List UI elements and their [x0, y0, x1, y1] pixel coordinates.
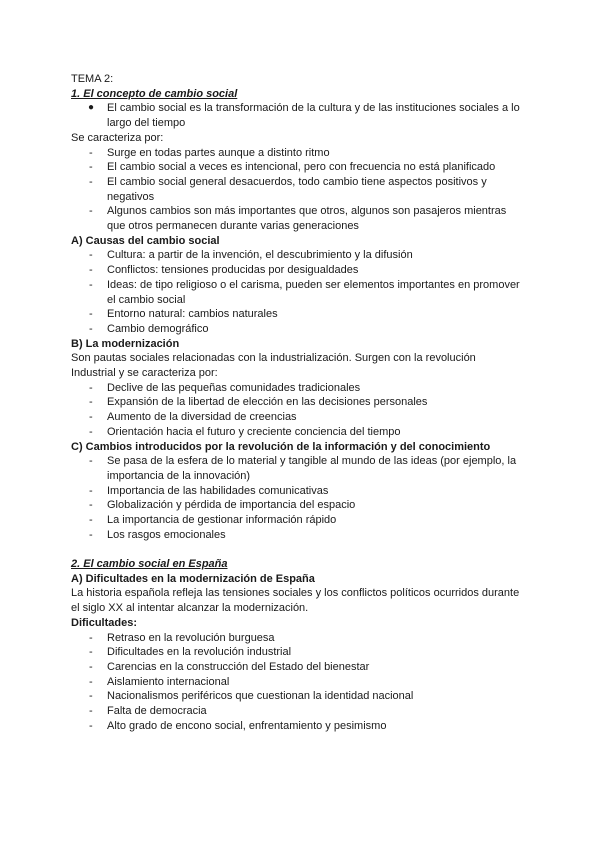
- dash-marker: -: [89, 264, 93, 277]
- dash-marker: -: [89, 690, 93, 703]
- modernization-list: [71, 381, 540, 440]
- list-item-text: que otros permanecen durante varias generaciones: [107, 220, 359, 233]
- subsection-c-title: C) Cambios introducidos por la revolución de la información y del conocimiento: [71, 440, 491, 453]
- list-item: [71, 425, 540, 440]
- list-item: [71, 513, 540, 528]
- dash-marker: -: [89, 425, 93, 438]
- list-item-text: Surge en todas partes aunque a distinto ritmo: [107, 146, 330, 159]
- list-item: [71, 146, 540, 161]
- dash-marker: -: [89, 514, 93, 527]
- list-item-text: Los rasgos emocionales: [107, 528, 226, 541]
- list-item: [71, 528, 540, 543]
- list-item-text: Carencias en la construcción del Estado del bienestar: [107, 660, 370, 673]
- subsection-b-title: B) La modernización: [71, 337, 180, 350]
- spain-paragraph: La historia española refleja las tensiones sociales y los conflictos políticos ocurridos durante: [71, 587, 520, 600]
- dash-marker: -: [89, 146, 93, 159]
- list-item-text: La importancia de gestionar información rápido: [107, 514, 337, 527]
- dash-marker: -: [89, 322, 93, 335]
- list-item: [71, 631, 540, 646]
- modernization-paragraph: Industrial y se caracteriza por:: [71, 367, 218, 380]
- list-item-text: Expansión de la libertad de elección en las decisiones personales: [107, 396, 428, 409]
- dash-marker: -: [89, 528, 93, 541]
- dash-marker: -: [89, 646, 93, 659]
- list-item-text: Se pasa de la esfera de lo material y tangible al mundo de las ideas (por ejemplo, la: [107, 455, 517, 468]
- list-item: [71, 675, 540, 690]
- list-item-text: Conflictos: tensiones producidas por desigualdades: [107, 264, 359, 277]
- dash-marker: -: [89, 719, 93, 732]
- list-item-text: Algunos cambios son más importantes que otros, algunos son pasajeros mientras: [107, 205, 507, 218]
- list-item: [71, 160, 540, 175]
- list-item-text: Retraso en la revolución burguesa: [107, 631, 275, 644]
- list-item: [71, 719, 540, 734]
- list-item: [71, 248, 540, 263]
- list-item: [71, 484, 540, 499]
- information-revolution-list: [71, 454, 540, 542]
- dash-marker: -: [89, 631, 93, 644]
- list-item-text: Declive de las pequeñas comunidades tradicionales: [107, 381, 361, 394]
- dash-marker: -: [89, 675, 93, 688]
- list-item: [71, 263, 540, 278]
- list-item: [71, 175, 540, 204]
- list-item-text: Globalización y pérdida de importancia del espacio: [107, 499, 356, 512]
- dash-marker: -: [89, 161, 93, 174]
- difficulties-list: [71, 631, 540, 734]
- list-item: [71, 498, 540, 513]
- dash-marker: -: [89, 499, 93, 512]
- list-item-text: El cambio social general desacuerdos, todo cambio tiene aspectos positivos y: [107, 175, 487, 188]
- dash-marker: -: [89, 660, 93, 673]
- dash-marker: -: [89, 278, 93, 291]
- list-item-text: Cambio demográfico: [107, 322, 209, 335]
- section-2-subsection-a-title: A) Dificultades en la modernización de España: [71, 572, 315, 585]
- list-item-text: negativos: [107, 190, 155, 203]
- spain-paragraph: el siglo XX al intentar alcanzar la modernización.: [71, 602, 309, 615]
- difficulties-title: Dificultades:: [71, 616, 138, 629]
- list-item-text: Orientación hacia el futuro y creciente conciencia del tiempo: [107, 425, 401, 438]
- spacer: [71, 543, 540, 558]
- characteristics-list: [71, 146, 540, 234]
- bullet-item: [71, 101, 540, 130]
- list-item: [71, 395, 540, 410]
- list-item-text: Nacionalismos periféricos que cuestionan la identidad nacional: [107, 690, 414, 703]
- list-item-text: Cultura: a partir de la invención, el descubrimiento y la difusión: [107, 249, 413, 262]
- list-item: [71, 204, 540, 233]
- bullet-dot-icon: ●: [88, 102, 95, 114]
- bullet-line: largo del tiempo: [107, 117, 186, 130]
- bullet-line: El cambio social es la transformación de la cultura y de las instituciones sociales a lo: [107, 102, 520, 115]
- list-item: [71, 704, 540, 719]
- list-item-text: El cambio social a veces es intencional, pero con frecuencia no está planificado: [107, 161, 496, 174]
- list-item: [71, 278, 540, 307]
- list-item: [71, 689, 540, 704]
- dash-marker: -: [89, 411, 93, 424]
- list-item-text: Dificultades en la revolución industrial: [107, 646, 292, 659]
- list-item: [71, 645, 540, 660]
- list-item: [71, 660, 540, 675]
- list-item: [71, 307, 540, 322]
- dash-marker: -: [89, 308, 93, 321]
- section-2-title: 2. El cambio social en España: [71, 558, 228, 570]
- dash-marker: -: [89, 705, 93, 718]
- section-1-title: 1. El concepto de cambio social: [71, 87, 238, 100]
- characteristics-intro: Se caracteriza por:: [71, 131, 164, 144]
- dash-marker: -: [89, 455, 93, 468]
- dash-marker: -: [89, 484, 93, 497]
- dash-marker: -: [89, 381, 93, 394]
- list-item-text: el cambio social: [107, 293, 186, 306]
- list-item-text: Entorno natural: cambios naturales: [107, 308, 278, 321]
- list-item: [71, 322, 540, 337]
- causes-list: [71, 248, 540, 336]
- list-item-text: Aislamiento internacional: [107, 675, 230, 688]
- list-item-text: Alto grado de encono social, enfrentamiento y pesimismo: [107, 719, 387, 732]
- dash-marker: -: [89, 249, 93, 262]
- list-item: [71, 381, 540, 396]
- dash-marker: -: [89, 175, 93, 188]
- list-item: [71, 454, 540, 483]
- modernization-paragraph: Son pautas sociales relacionadas con la industrialización. Surgen con la revolución: [71, 352, 476, 365]
- topic-label: TEMA 2:: [71, 73, 114, 85]
- list-item-text: Falta de democracia: [107, 705, 207, 718]
- list-item: [71, 410, 540, 425]
- list-item-text: Importancia de las habilidades comunicativas: [107, 484, 329, 497]
- list-item-text: importancia de la innovación): [107, 469, 251, 482]
- subsection-a-title: A) Causas del cambio social: [71, 234, 220, 247]
- list-item-text: Aumento de la diversidad de creencias: [107, 411, 297, 424]
- list-item-text: Ideas: de tipo religioso o el carisma, pueden ser elementos importantes en promover: [107, 278, 520, 291]
- dash-marker: -: [89, 205, 93, 218]
- dash-marker: -: [89, 396, 93, 409]
